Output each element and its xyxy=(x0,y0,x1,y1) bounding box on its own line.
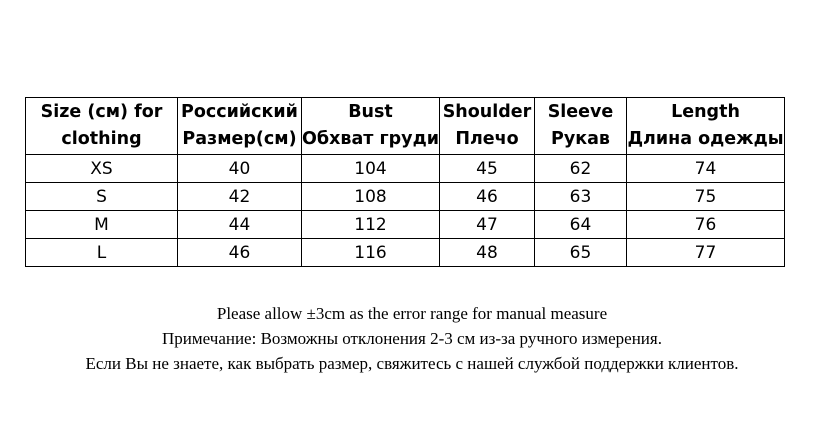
note-error-range-ru: Примечание: Возможны отклонения 2-3 см из-за ручного измерения. xyxy=(162,329,662,348)
cell-bust: 112 xyxy=(302,211,440,239)
cell-shoulder: 45 xyxy=(440,155,535,183)
header-shoulder-line2: Плечо xyxy=(455,129,519,149)
cell-russian-size: 44 xyxy=(178,211,302,239)
header-length-line1: Length xyxy=(671,102,740,122)
cell-bust: 116 xyxy=(302,239,440,267)
table-row xyxy=(26,155,785,183)
header-bust-line1: Bust xyxy=(348,102,393,122)
cell-russian-size: 42 xyxy=(178,183,302,211)
cell-size: S xyxy=(26,183,178,211)
header-shoulder xyxy=(440,98,535,155)
cell-size: M xyxy=(26,211,178,239)
cell-russian-size: 40 xyxy=(178,155,302,183)
header-russian-size xyxy=(178,98,302,155)
size-chart-table xyxy=(25,97,785,267)
cell-length: 74 xyxy=(627,155,785,183)
cell-length: 77 xyxy=(627,239,785,267)
cell-russian-size: 46 xyxy=(178,239,302,267)
header-size-line1: Size (см) for xyxy=(40,102,163,122)
header-length-line2: Длина одежды xyxy=(627,129,784,149)
header-bust-line2: Обхват груди xyxy=(302,129,439,149)
table-row xyxy=(26,183,785,211)
table-row xyxy=(26,239,785,267)
cell-bust: 108 xyxy=(302,183,440,211)
cell-size: XS xyxy=(26,155,178,183)
header-size-line2: clothing xyxy=(61,129,142,149)
table-row xyxy=(26,211,785,239)
measurement-notes xyxy=(0,301,824,376)
cell-bust: 104 xyxy=(302,155,440,183)
cell-sleeve: 65 xyxy=(535,239,627,267)
cell-shoulder: 47 xyxy=(440,211,535,239)
header-size xyxy=(26,98,178,155)
note-contact-support-ru: Если Вы не знаете, как выбрать размер, свяжитесь с нашей службой поддержки клиентов. xyxy=(85,354,739,373)
header-sleeve xyxy=(535,98,627,155)
cell-shoulder: 46 xyxy=(440,183,535,211)
cell-length: 75 xyxy=(627,183,785,211)
header-shoulder-line1: Shoulder xyxy=(442,102,532,122)
cell-sleeve: 63 xyxy=(535,183,627,211)
header-length xyxy=(627,98,785,155)
header-sleeve-line2: Рукав xyxy=(551,129,610,149)
cell-sleeve: 62 xyxy=(535,155,627,183)
cell-shoulder: 48 xyxy=(440,239,535,267)
cell-length: 76 xyxy=(627,211,785,239)
header-russian-size-line2: Размер(см) xyxy=(182,129,297,149)
cell-size: L xyxy=(26,239,178,267)
cell-sleeve: 64 xyxy=(535,211,627,239)
header-russian-size-line1: Российский xyxy=(181,102,298,122)
header-bust xyxy=(302,98,440,155)
table-header-row xyxy=(26,98,785,155)
header-sleeve-line1: Sleeve xyxy=(547,102,614,122)
note-error-range-en: Please allow ±3cm as the error range for manual measure xyxy=(216,304,608,323)
